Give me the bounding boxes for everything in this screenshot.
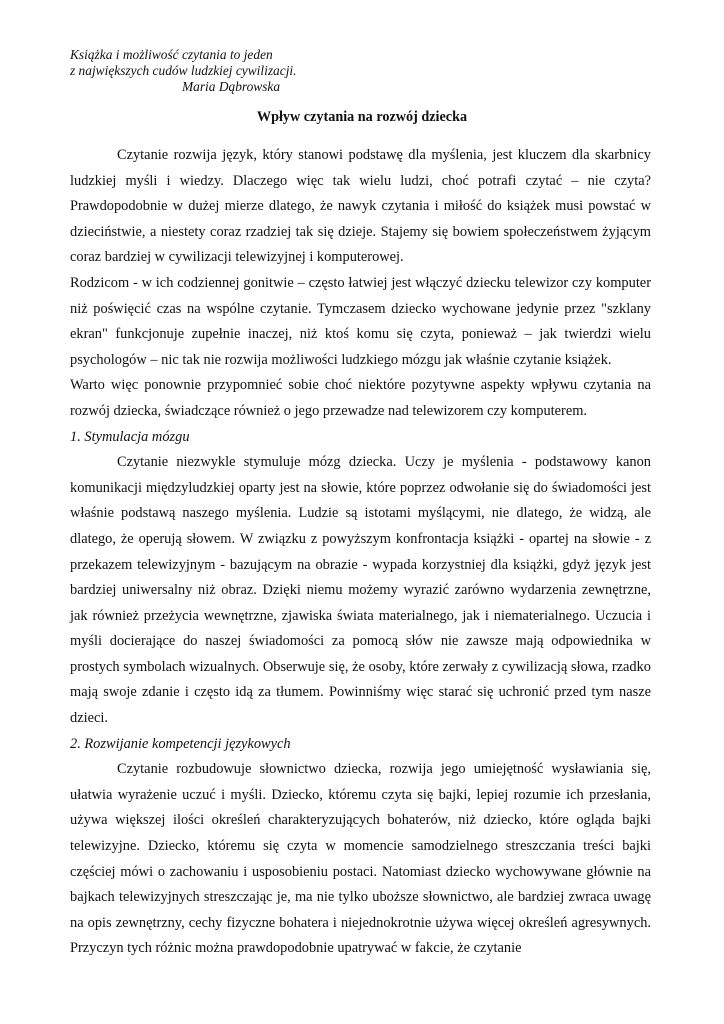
epigraph <box>70 47 296 95</box>
epigraph-line: Książka i możliwość czytania to jeden <box>70 47 273 62</box>
section-heading: 1. Stymulacja mózgu <box>70 428 190 445</box>
epigraph-author: Maria Dąbrowska <box>182 79 281 94</box>
paragraph: Warto więc ponownie przypomnieć sobie choć niektóre pozytywne aspekty wpływu czytania na rozwój dziecka, świadczące również o jego przewadze nad telewizorem czy komputerem. <box>70 377 651 419</box>
paragraph: Czytanie niezwykle stymuluje mózg dziecka. Uczy je myślenia - podstawowy kanon komunikacji międzyludzkiej oparty jest na słowie, które poprzez odwołanie się do świadomości jest właśnie podstawą naszego myślenia. Ludzie są istotami myślącymi, nie dlatego, że widzą, ale dlatego, że operują słowem. W związku z powyższym konfrontacja książki - opartej na słowie - z przekazem telewizyjnym - bazującym na obrazie - wypada korzystniej dla książki, gdyż język jest bardziej uniwersalny niż obraz. Dzięki niemu możemy wyrazić zarówno wydarzenia zewnętrzne, jak również przeżycia wewnętrzne, zjawiska świata materialnego, jak i niematerialnego. Uczucia i myśli docierające do naszej świadomości za pomocą słów nie zawsze mają odpowiednika w prostych symbolach wizualnych. Obserwuje się, że osoby, które zerwały z cywilizacją słowa, rzadko mają swoje zdanie i często idą za tłumem. Powinniśmy więc starać się uchronić przed tym nasze dzieci. <box>70 454 651 727</box>
section-heading: 2. Rozwijanie kompetencji językowych <box>70 735 291 752</box>
epigraph-line: z największych cudów ludzkiej cywilizacji. <box>70 63 297 78</box>
paragraph: Czytanie rozwija język, który stanowi podstawę dla myślenia, jest kluczem dla skarbnicy ludzkiej myśli i wiedzy. Dlaczego więc tak wielu ludzi, choć potrafi czytać – nie czyta? Prawdopodobnie w dużej mierze dlatego, że nawyk czytania i miłość do książek musi powstać w dzieciństwie, a niestety coraz rzadziej tak się dzieje. Stajemy się bowiem społeczeństwem żyjącym coraz bardziej w cywilizacji telewizyjnej i komputerowej. <box>70 147 651 266</box>
paragraph: Czytanie rozbudowuje słownictwo dziecka, rozwija jego umiejętność wysławiania się, ułatwia wyrażenie uczuć i myśli. Dziecko, któremu czyta się bajki, lepiej rozumie ich przesłania, używa większej ilości określeń charakteryzujących bohaterów, niż dziecko, które ogląda bajki telewizyjne. Dziecko, któremu się czyta w momencie samodzielnego streszczania treści bajki częściej mówi o zachowaniu i usposobieniu postaci. Natomiast dziecko wychowywane głównie na bajkach telewizyjnych streszczając je, ma nie tylko uboższe słownictwo, ale bardziej zwraca uwagę na opis zewnętrzny, cechy fizyczne bohatera i niejednokrotnie używa więcej określeń agresywnych. Przyczyn tych różnic można prawdopodobnie upatrywać w fakcie, że czytanie <box>70 761 651 957</box>
document-title: Wpływ czytania na rozwój dziecka <box>256 109 468 125</box>
document-body <box>70 143 651 962</box>
paragraph: Rodzicom - w ich codziennej gonitwie – często łatwiej jest włączyć dziecku telewizor czy komputer niż poświęcić czas na wspólne czytanie. Tymczasem dziecko wychowane jedynie przez "szklany ekran" funkcjonuje zupełnie inaczej, niż ktoś komu się czyta, ponieważ – jak twierdzi wielu psychologów – nic tak nie rozwija możliwości ludzkiego mózgu jak właśnie czytanie książek. <box>70 274 651 368</box>
